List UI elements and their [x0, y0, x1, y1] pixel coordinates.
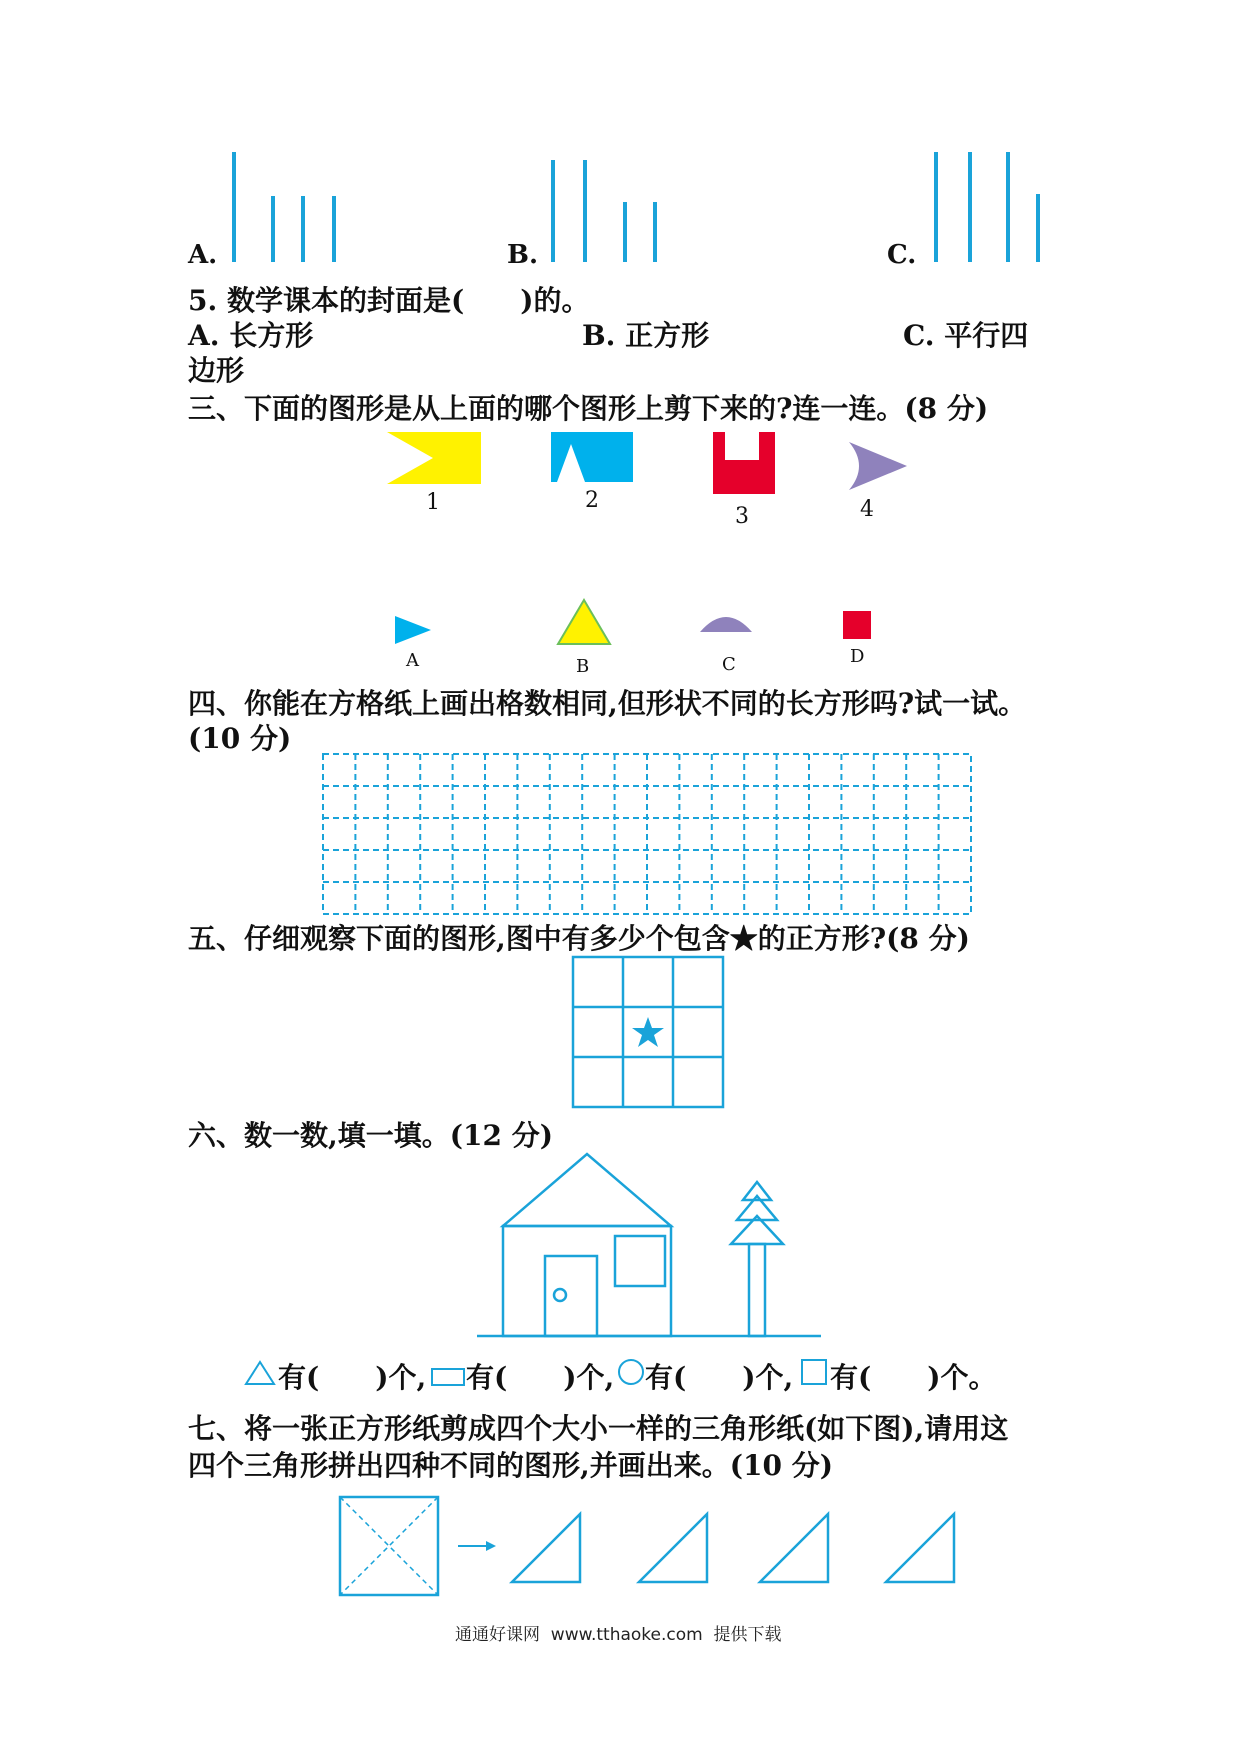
shape-4-purple	[845, 440, 915, 500]
bottom-label-b: B	[576, 656, 590, 677]
piece-a-blue-triangle	[393, 614, 438, 649]
section-4-title: 四、你能在方格纸上画出格数相同,但形状不同的长方形吗?试一试。	[188, 687, 1027, 720]
top-label-2: 2	[585, 488, 599, 513]
section-5-title: 五、仔细观察下面的图形,图中有多少个包含★的正方形?(8 分)	[188, 922, 970, 955]
dashed-grid-paper	[321, 752, 981, 922]
q5-option-b: B. 正方形	[582, 319, 710, 352]
bottom-label-d: D	[850, 646, 865, 667]
q5-option-c: C. 平行四	[903, 319, 1029, 352]
q5-stem: 5. 数学课本的封面是( )的。	[188, 284, 590, 317]
top-label-1: 1	[426, 490, 440, 515]
section-4-title-continued: (10 分)	[188, 722, 292, 755]
section-7-title: 七、将一张正方形纸剪成四个大小一样的三角形纸(如下图),请用这	[188, 1412, 1009, 1445]
fill-blank-triangles: 有( )个,	[278, 1361, 427, 1394]
triangle-piece-3	[758, 1512, 832, 1586]
option-c-label: C.	[887, 240, 917, 270]
fill-blank-circles: 有( )个,	[645, 1361, 794, 1394]
section-3-title: 三、下面的图形是从上面的哪个图形上剪下来的?连一连。(8 分)	[188, 392, 989, 425]
piece-d-red-square	[843, 611, 871, 639]
top-label-3: 3	[735, 504, 749, 529]
option-a-sticks	[220, 148, 340, 268]
star-icon	[632, 1017, 664, 1047]
house-and-tree-drawing	[475, 1150, 835, 1350]
arrow-right-icon	[456, 1538, 500, 1554]
triangle-piece-2	[637, 1512, 711, 1586]
circle-icon	[617, 1358, 647, 1388]
page-footer: 通通好课网 www.tthaoke.com 提供下载	[455, 1625, 782, 1645]
triangle-piece-1	[510, 1512, 584, 1586]
option-c-sticks	[930, 148, 1050, 268]
shape-2-blue	[549, 430, 639, 490]
fill-blank-squares: 有( )个。	[830, 1361, 997, 1394]
shape-3-red	[711, 430, 781, 500]
option-b-sticks	[545, 148, 665, 268]
fill-blank-rectangles: 有( )个,	[466, 1361, 615, 1394]
piece-b-yellow-triangle	[556, 598, 616, 648]
bottom-label-c: C	[722, 654, 736, 675]
star-square-grid	[571, 955, 731, 1115]
q5-option-c-continued: 边形	[188, 354, 245, 387]
triangle-piece-4	[884, 1512, 958, 1586]
option-b-label: B.	[507, 240, 539, 270]
square-cut-into-triangles	[338, 1495, 442, 1599]
shape-1-yellow	[385, 430, 485, 490]
section-7-title-continued: 四个三角形拼出四种不同的图形,并画出来。(10 分)	[188, 1449, 833, 1482]
bottom-label-a: A	[406, 650, 419, 671]
piece-c-purple-semicircle	[698, 608, 758, 638]
q5-option-a: A. 长方形	[188, 319, 314, 352]
triangle-icon	[244, 1360, 280, 1388]
section-6-title: 六、数一数,填一填。(12 分)	[188, 1119, 553, 1152]
square-icon	[800, 1358, 830, 1388]
rectangle-icon	[430, 1366, 470, 1390]
top-label-4: 4	[860, 497, 874, 522]
option-a-label: A.	[188, 240, 218, 270]
